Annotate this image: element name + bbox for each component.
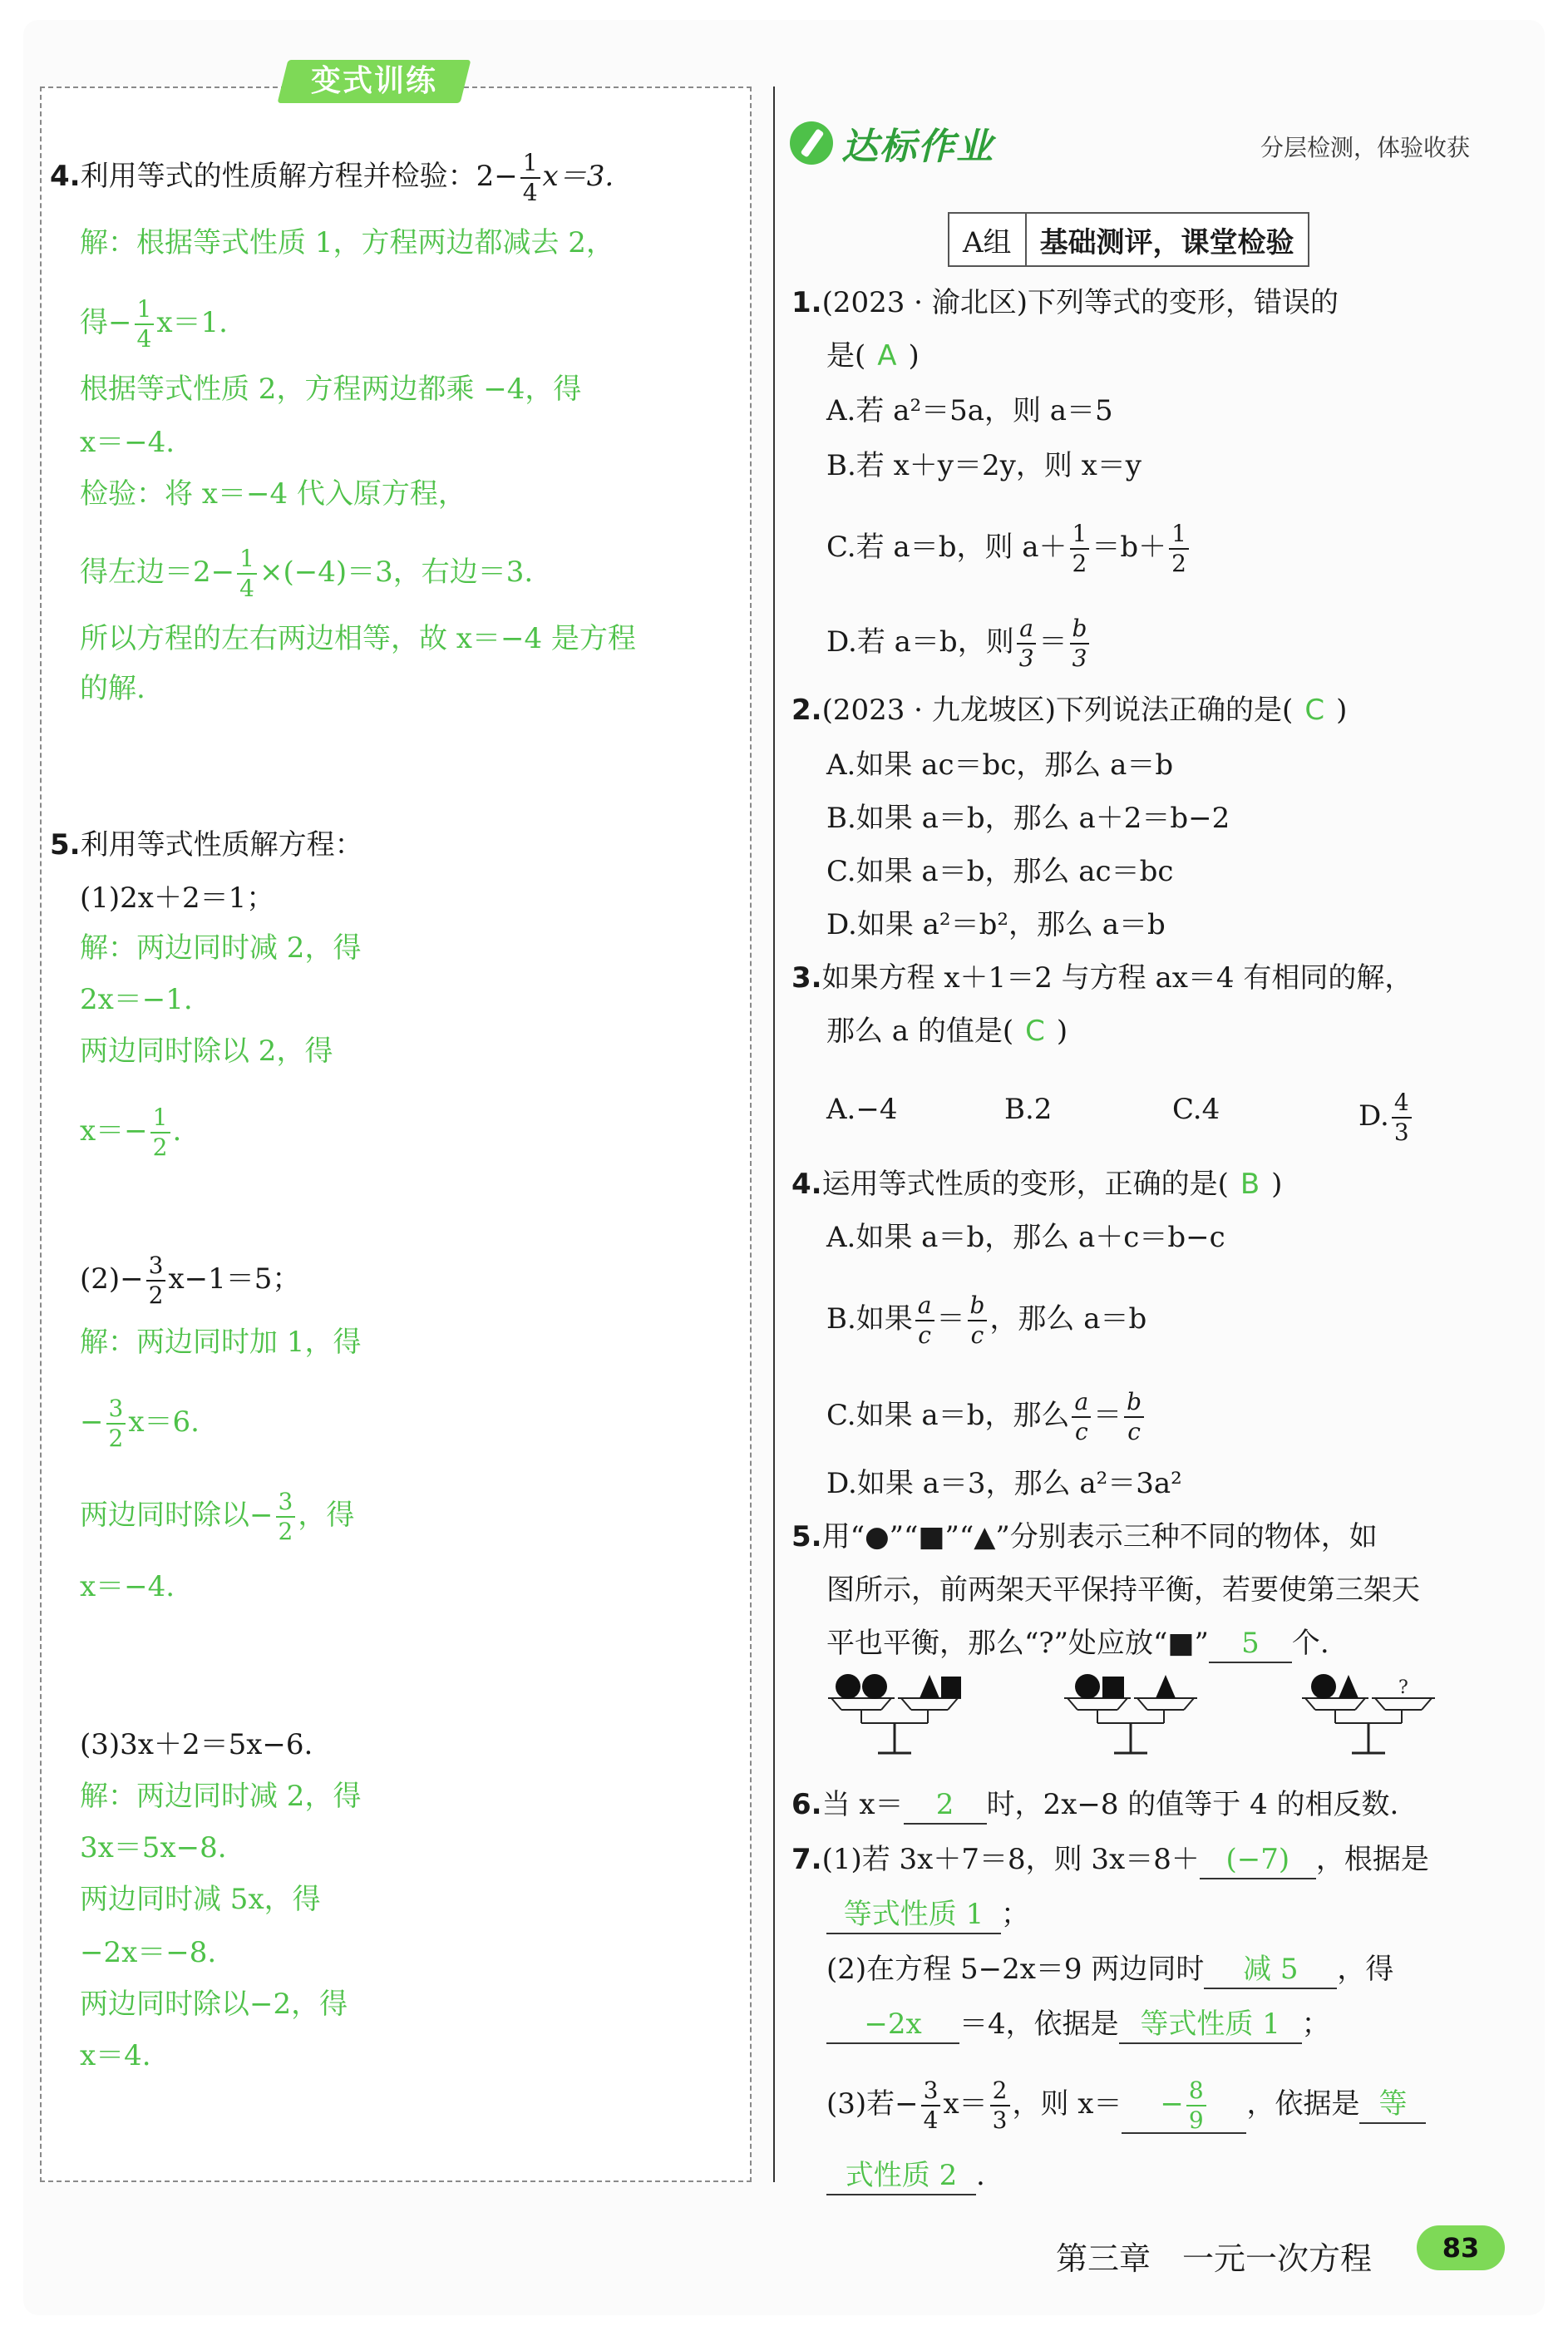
right-q5-line: 图所示，前两架天平保持平衡，若要使第三架天: [826, 1573, 1420, 1607]
triangle-object: [920, 1675, 939, 1698]
left-q5-step: −2x＝−8.: [80, 1936, 217, 1969]
column-divider: [773, 86, 775, 2182]
right-q7-line: 式性质 2 .: [826, 2157, 985, 2195]
triangle-object: [1156, 1675, 1176, 1698]
left-q5-step: 解：两边同时减 2，得: [80, 931, 362, 965]
question-number: 5.: [50, 828, 81, 862]
answer-blank: 等式性质 1: [1119, 2006, 1302, 2044]
option: D.如果 a²＝b²，那么 a＝b: [826, 908, 1166, 941]
page-number: 83: [1417, 2225, 1505, 2270]
right-q2: 2.(2023 · 九龙坡区)下列说法正确的是( C ): [791, 694, 1348, 727]
section-banner: 变式训练: [278, 60, 471, 103]
left-q5-part1: (1)2x＋2＝1；: [80, 882, 275, 915]
option: A.若 a²＝5a，则 a＝5: [826, 394, 1113, 427]
chapter-footer: 第三章 一元一次方程: [1056, 2240, 1373, 2277]
answer-blank: 等式性质 1: [826, 1896, 1001, 1934]
option: D.若 a＝b，则 $\frac{a}{3}$ ＝ $\frac{b}{3}$: [826, 617, 1092, 670]
circle-object: [1075, 1674, 1100, 1699]
left-q5-step: 2x＝−1.: [80, 983, 193, 1016]
pen-icon: [790, 121, 833, 165]
left-q4-step: 所以方程的左右两边相等，故 x＝−4 是方程: [80, 622, 636, 655]
left-q5-step: 解：两边同时加 1，得: [80, 1326, 362, 1359]
right-q6: 6.当 x＝ 2 时，2x−8 的值等于 4 的相反数.: [791, 1786, 1398, 1825]
right-q7-line: (3)若− $\frac{3}{4}$ x＝ $\frac{2}{3}$ ，则 x＝ − $\frac{8}{9}$ ，依据是 等: [826, 2079, 1426, 2134]
option: B.如果 a＝b，那么 a＋2＝b−2: [826, 802, 1230, 835]
left-q4-step: 得左边＝2− $\frac{1}{4}$ ×(−4)＝3，右边＝3.: [80, 545, 534, 602]
left-q4: 4.利用等式的性质解方程并检验：2− $\frac{1}{4}$ x＝3.: [50, 149, 614, 206]
option: C.4: [1172, 1093, 1220, 1126]
balance-scale-2: [1064, 1673, 1197, 1756]
answer-blank: (−7): [1200, 1841, 1316, 1879]
left-q5-step: 两边同时除以− $\frac{3}{2}$ ，得: [80, 1488, 355, 1545]
option: B.若 x＋y＝2y，则 x＝y: [826, 449, 1142, 482]
left-q5-step: x＝− $\frac{1}{2}$ .: [80, 1104, 182, 1161]
answer-blank: 式性质 2: [826, 2157, 976, 2195]
answer: A: [877, 339, 897, 373]
answer: C: [1304, 694, 1325, 727]
question-number: 4.: [50, 160, 81, 193]
balance-scale-1: [828, 1673, 961, 1756]
left-q4-step: 的解.: [80, 672, 145, 705]
circle-object: [836, 1674, 860, 1699]
left-q5-step: 两边同时除以 2，得: [80, 1035, 333, 1068]
option: A.如果 ac＝bc，那么 a＝b: [826, 748, 1174, 782]
answer-blank: 减 5: [1204, 1951, 1337, 1989]
left-q5-part3: (3)3x＋2＝5x−6.: [80, 1728, 313, 1761]
option: D.如果 a＝3，那么 a²＝3a²: [826, 1467, 1182, 1500]
answer: B: [1240, 1168, 1260, 1201]
circle-object: [1311, 1674, 1336, 1699]
right-q7-line: −2x ＝4，依据是 等式性质 1 ；: [826, 2006, 1330, 2044]
option: C.如果 a＝b，那么 ac＝bc: [826, 855, 1174, 888]
right-q5: 5.用“●”“■”“▲”分别表示三种不同的物体，如: [791, 1520, 1378, 1553]
balance-scale-3: [1302, 1673, 1435, 1756]
answer-blank: − $\frac{8}{9}$: [1122, 2079, 1246, 2134]
right-q7-line: (2)在方程 5−2x＝9 两边同时 减 5 ，得: [826, 1951, 1393, 1989]
answer: C: [1025, 1015, 1045, 1048]
homework-subtitle: 分层检测，体验收获: [1260, 134, 1471, 161]
left-q5-step: x＝−4.: [80, 1570, 175, 1603]
option: C.若 a＝b，则 a＋ $\frac{1}{2}$ ＝b＋ $\frac{1}{2}$: [826, 522, 1191, 575]
left-q5-step: 3x＝5x−8.: [80, 1831, 227, 1864]
right-q1-stem: 是( A ): [826, 339, 920, 373]
answer-blank: 5: [1209, 1625, 1292, 1663]
option: C.如果 a＝b，那么 $\frac{a}{c}$ ＝ $\frac{b}{c}$: [826, 1390, 1146, 1444]
right-q3-stem: 那么 a 的值是( C ): [826, 1015, 1068, 1048]
left-q5-step: x＝4.: [80, 2039, 151, 2072]
circle-object: [862, 1674, 887, 1699]
right-q1: 1.(2023 · 渝北区)下列等式的变形，错误的: [791, 286, 1339, 319]
homework-header: [790, 115, 994, 171]
left-q5-step: 两边同时除以−2，得: [80, 1988, 348, 2021]
right-q5-line: 平也平衡，那么“?”处应放“■” 5 个.: [826, 1625, 1329, 1663]
option: D. $\frac{4}{3}$: [1358, 1091, 1414, 1144]
left-q5: 5.利用等式性质解方程：: [50, 828, 363, 862]
option: B.2: [1004, 1093, 1053, 1126]
right-q4: 4.运用等式性质的变形，正确的是( B ): [791, 1168, 1283, 1201]
left-q5-step: 两边同时减 5x，得: [80, 1883, 321, 1916]
square-object: [1102, 1677, 1124, 1698]
right-q3: 3.如果方程 x＋1＝2 与方程 ax＝4 有相同的解，: [791, 961, 1413, 995]
homework-title: 达标作业: [841, 126, 994, 168]
left-q5-part2: (2)− $\frac{3}{2}$ x−1＝5；: [80, 1252, 301, 1309]
option: A.如果 a＝b，那么 a＋c＝b−c: [826, 1221, 1225, 1254]
left-q4-step: 解：根据等式性质 1，方程两边都减去 2，: [80, 226, 614, 259]
left-q5-step: − $\frac{3}{2}$ x＝6.: [80, 1395, 200, 1452]
triangle-object: [1339, 1675, 1358, 1698]
group-a-label: A组 基础测评，课堂检验: [948, 212, 1309, 267]
answer-blank: 2: [904, 1786, 987, 1825]
right-q7: 7.(1)若 3x＋7＝8，则 3x＝8＋ (−7) ，根据是: [791, 1841, 1429, 1879]
answer-blank: −2x: [826, 2006, 959, 2044]
left-q4-step: 检验：将 x＝−4 代入原方程，: [80, 477, 466, 511]
left-q4-step: x＝−4.: [80, 426, 175, 459]
question-mark-label: ?: [1398, 1677, 1408, 1698]
option: B.如果 $\frac{a}{c}$ ＝ $\frac{b}{c}$ ，那么 a＝b: [826, 1291, 1147, 1349]
left-q4-step: 根据等式性质 2，方程两边都乘 −4，得: [80, 373, 582, 406]
square-object: [941, 1677, 961, 1698]
left-q4-step: 得− $\frac{1}{4}$ x＝1.: [80, 295, 228, 353]
right-q7-line: 等式性质 1 ；: [826, 1896, 1029, 1934]
answer-blank: 等: [1359, 2086, 1426, 2124]
left-q5-step: 解：两边同时减 2，得: [80, 1780, 362, 1813]
option: A.−4: [826, 1093, 898, 1126]
